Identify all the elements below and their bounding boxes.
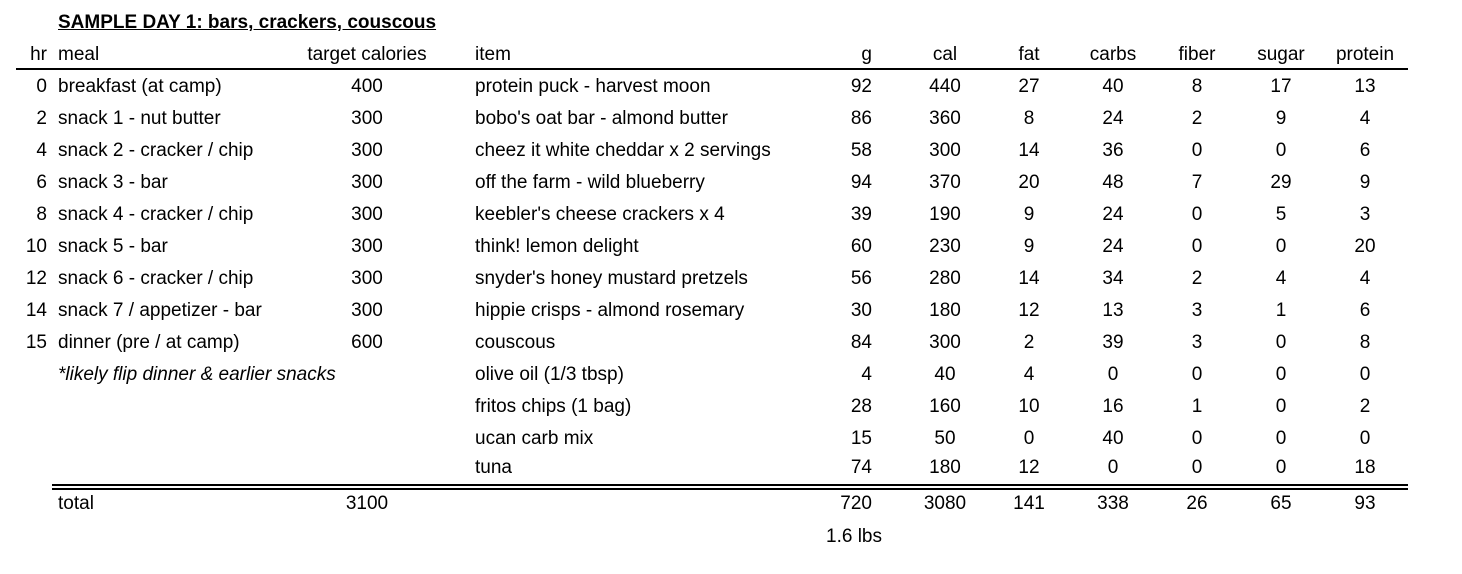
total-carbs: 338 bbox=[1097, 493, 1129, 514]
cell-carbs: 40 bbox=[1102, 428, 1124, 449]
cell-fat: 20 bbox=[1018, 172, 1040, 193]
cell-fiber: 3 bbox=[1191, 332, 1203, 353]
cell-g: 92 bbox=[850, 76, 872, 97]
cell-item: snyder's honey mustard pretzels bbox=[475, 268, 748, 289]
cell-target: 300 bbox=[351, 300, 383, 321]
cell-hr: 4 bbox=[36, 140, 47, 161]
cell-cal: 300 bbox=[929, 140, 961, 161]
cell-cal: 440 bbox=[929, 76, 961, 97]
cell-sugar: 4 bbox=[1275, 268, 1287, 289]
cell-fiber: 2 bbox=[1191, 108, 1203, 129]
cell-hr: 2 bbox=[36, 108, 47, 129]
cell-g: 84 bbox=[850, 332, 872, 353]
cell-fat: 8 bbox=[1023, 108, 1035, 129]
cell-fiber: 0 bbox=[1191, 204, 1203, 225]
cell-sugar: 17 bbox=[1270, 76, 1292, 97]
cell-fiber: 3 bbox=[1191, 300, 1203, 321]
cell-cal: 280 bbox=[929, 268, 961, 289]
sheet-title: SAMPLE DAY 1: bars, crackers, couscous bbox=[58, 12, 437, 33]
cell-cal: 360 bbox=[929, 108, 961, 129]
cell-item: olive oil (1/3 tbsp) bbox=[475, 364, 624, 385]
total-cal: 3080 bbox=[923, 493, 967, 514]
cell-g: 94 bbox=[850, 172, 872, 193]
cell-fiber: 8 bbox=[1191, 76, 1203, 97]
cell-cal: 40 bbox=[934, 364, 956, 385]
header-underline bbox=[16, 68, 1408, 70]
cell-fiber: 7 bbox=[1191, 172, 1203, 193]
total-label: total bbox=[58, 493, 94, 514]
header-protein: protein bbox=[1335, 44, 1395, 65]
cell-protein: 9 bbox=[1359, 172, 1371, 193]
cell-protein: 4 bbox=[1359, 268, 1371, 289]
cell-hr: 6 bbox=[36, 172, 47, 193]
cell-hr: 12 bbox=[25, 268, 47, 289]
cell-protein: 6 bbox=[1359, 140, 1371, 161]
header-meal: meal bbox=[58, 44, 100, 65]
cell-sugar: 0 bbox=[1275, 428, 1287, 449]
cell-meal: snack 2 - cracker / chip bbox=[58, 140, 254, 161]
cell-fat: 14 bbox=[1018, 140, 1040, 161]
cell-cal: 190 bbox=[929, 204, 961, 225]
cell-sugar: 29 bbox=[1270, 172, 1292, 193]
cell-carbs: 16 bbox=[1102, 396, 1124, 417]
cell-carbs: 13 bbox=[1102, 300, 1124, 321]
header-g: g bbox=[861, 44, 872, 65]
cell-sugar: 0 bbox=[1275, 396, 1287, 417]
total-g: 720 bbox=[840, 493, 872, 514]
cell-target: 300 bbox=[351, 236, 383, 257]
header-sugar: sugar bbox=[1257, 44, 1305, 65]
cell-fat: 10 bbox=[1018, 396, 1040, 417]
cell-fat: 9 bbox=[1023, 236, 1035, 257]
cell-hr: 14 bbox=[25, 300, 47, 321]
cell-target: 600 bbox=[351, 332, 383, 353]
cell-protein: 20 bbox=[1354, 236, 1376, 257]
cell-item: bobo's oat bar - almond butter bbox=[475, 108, 728, 129]
cell-cal: 50 bbox=[934, 428, 956, 449]
cell-sugar: 0 bbox=[1275, 236, 1287, 257]
cell-item: keebler's cheese crackers x 4 bbox=[475, 204, 725, 225]
cell-cal: 230 bbox=[929, 236, 961, 257]
cell-protein: 4 bbox=[1359, 108, 1371, 129]
cell-fiber: 0 bbox=[1191, 236, 1203, 257]
cell-meal: snack 5 - bar bbox=[58, 236, 168, 257]
cell-protein: 13 bbox=[1354, 76, 1376, 97]
cell-carbs: 39 bbox=[1102, 332, 1124, 353]
cell-carbs: 0 bbox=[1107, 457, 1119, 478]
cell-meal: dinner (pre / at camp) bbox=[58, 332, 240, 353]
cell-meal: snack 1 - nut butter bbox=[58, 108, 221, 129]
cell-target: 300 bbox=[351, 108, 383, 129]
header-hr: hr bbox=[30, 44, 47, 65]
header-target: target calories bbox=[307, 44, 427, 65]
cell-fat: 0 bbox=[1023, 428, 1035, 449]
total-fiber: 26 bbox=[1186, 493, 1208, 514]
cell-item: off the farm - wild blueberry bbox=[475, 172, 705, 193]
cell-g: 28 bbox=[850, 396, 872, 417]
cell-fat: 2 bbox=[1023, 332, 1035, 353]
cell-fiber: 0 bbox=[1191, 140, 1203, 161]
cell-carbs: 48 bbox=[1102, 172, 1124, 193]
cell-cal: 180 bbox=[929, 300, 961, 321]
cell-fiber: 0 bbox=[1191, 428, 1203, 449]
cell-g: 39 bbox=[850, 204, 872, 225]
cell-carbs: 40 bbox=[1102, 76, 1124, 97]
cell-protein: 3 bbox=[1359, 204, 1371, 225]
header-item: item bbox=[475, 44, 511, 65]
cell-protein: 0 bbox=[1359, 364, 1371, 385]
cell-target: 300 bbox=[351, 172, 383, 193]
cell-fat: 12 bbox=[1018, 300, 1040, 321]
cell-fat: 9 bbox=[1023, 204, 1035, 225]
cell-g: 4 bbox=[861, 364, 872, 385]
header-cal: cal bbox=[932, 44, 958, 65]
cell-carbs: 0 bbox=[1107, 364, 1119, 385]
cell-g: 56 bbox=[850, 268, 872, 289]
header-carbs: carbs bbox=[1089, 44, 1137, 65]
cell-item: tuna bbox=[475, 457, 512, 478]
cell-carbs: 36 bbox=[1102, 140, 1124, 161]
cell-protein: 18 bbox=[1354, 457, 1376, 478]
cell-meal: snack 7 / appetizer - bar bbox=[58, 300, 262, 321]
cell-item: couscous bbox=[475, 332, 556, 353]
total-sugar: 65 bbox=[1270, 493, 1292, 514]
cell-fat: 14 bbox=[1018, 268, 1040, 289]
cell-g: 86 bbox=[850, 108, 872, 129]
cell-g: 15 bbox=[850, 428, 872, 449]
cell-fat: 4 bbox=[1023, 364, 1035, 385]
cell-fiber: 2 bbox=[1191, 268, 1203, 289]
total-target: 3100 bbox=[345, 493, 389, 514]
total-fat: 141 bbox=[1013, 493, 1045, 514]
cell-g: 60 bbox=[850, 236, 872, 257]
cell-target: 300 bbox=[351, 204, 383, 225]
cell-sugar: 0 bbox=[1275, 457, 1287, 478]
cell-sugar: 5 bbox=[1275, 204, 1287, 225]
cell-fiber: 1 bbox=[1191, 396, 1203, 417]
cell-target: 400 bbox=[351, 76, 383, 97]
cell-sugar: 1 bbox=[1275, 300, 1287, 321]
cell-protein: 6 bbox=[1359, 300, 1371, 321]
cell-meal: snack 4 - cracker / chip bbox=[58, 204, 254, 225]
cell-g: 74 bbox=[850, 457, 872, 478]
weight-note: 1.6 lbs bbox=[826, 526, 882, 547]
cell-fat: 27 bbox=[1018, 76, 1040, 97]
cell-sugar: 0 bbox=[1275, 364, 1287, 385]
total-double-rule-bottom bbox=[52, 488, 1408, 490]
header-fat: fat bbox=[1018, 44, 1040, 65]
cell-sugar: 0 bbox=[1275, 140, 1287, 161]
cell-item: hippie crisps - almond rosemary bbox=[475, 300, 745, 321]
cell-cal: 370 bbox=[929, 172, 961, 193]
cell-cal: 300 bbox=[929, 332, 961, 353]
cell-target: 300 bbox=[351, 268, 383, 289]
cell-meal: snack 6 - cracker / chip bbox=[58, 268, 254, 289]
cell-sugar: 0 bbox=[1275, 332, 1287, 353]
cell-hr: 15 bbox=[25, 332, 47, 353]
cell-meal: breakfast (at camp) bbox=[58, 76, 222, 97]
header-fiber: fiber bbox=[1178, 44, 1216, 65]
cell-g: 58 bbox=[850, 140, 872, 161]
cell-item: think! lemon delight bbox=[475, 236, 639, 257]
cell-hr: 10 bbox=[25, 236, 47, 257]
cell-fat: 12 bbox=[1018, 457, 1040, 478]
cell-carbs: 34 bbox=[1102, 268, 1124, 289]
cell-fiber: 0 bbox=[1191, 364, 1203, 385]
cell-carbs: 24 bbox=[1102, 236, 1124, 257]
cell-protein: 8 bbox=[1359, 332, 1371, 353]
cell-item: fritos chips (1 bag) bbox=[475, 396, 632, 417]
cell-cal: 160 bbox=[929, 396, 961, 417]
cell-hr: 8 bbox=[36, 204, 47, 225]
cell-protein: 2 bbox=[1359, 396, 1371, 417]
cell-cal: 180 bbox=[929, 457, 961, 478]
cell-item: ucan carb mix bbox=[475, 428, 594, 449]
cell-meal: *likely flip dinner & earlier snacks bbox=[58, 364, 336, 385]
cell-hr: 0 bbox=[36, 76, 47, 97]
cell-sugar: 9 bbox=[1275, 108, 1287, 129]
total-double-rule-top bbox=[52, 484, 1408, 486]
cell-protein: 0 bbox=[1359, 428, 1371, 449]
cell-item: cheez it white cheddar x 2 servings bbox=[475, 140, 771, 161]
cell-meal: snack 3 - bar bbox=[58, 172, 168, 193]
cell-target: 300 bbox=[351, 140, 383, 161]
cell-carbs: 24 bbox=[1102, 108, 1124, 129]
cell-fiber: 0 bbox=[1191, 457, 1203, 478]
cell-carbs: 24 bbox=[1102, 204, 1124, 225]
cell-item: protein puck - harvest moon bbox=[475, 76, 711, 97]
cell-g: 30 bbox=[850, 300, 872, 321]
total-protein: 93 bbox=[1354, 493, 1376, 514]
